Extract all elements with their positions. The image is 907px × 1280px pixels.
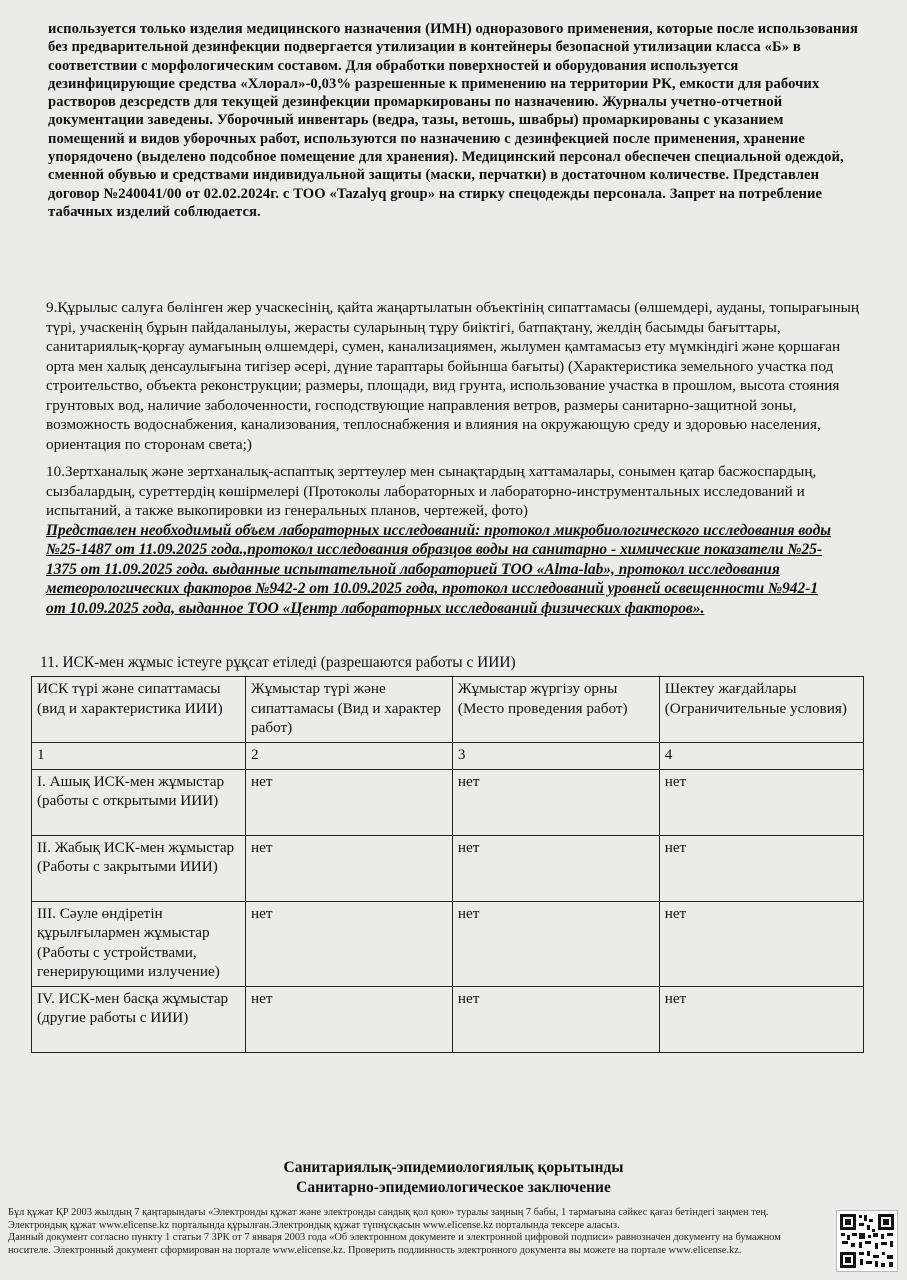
table-row (32, 769, 864, 835)
cell-limits: нет (659, 835, 863, 901)
footer-note-ru: Данный документ согласно пункту 1 статьи 7 ЗРК от 7 января 2003 года «Об электронном документе и электронной цифровой подписи» равнозначен документу на бумажном носителе. Электронный документ сформирован на портале www.elicense.kz. Проверить подлинность электронного документа вы можете на портале www.elicense.kz. (8, 1232, 781, 1256)
qr-code-icon (836, 1210, 898, 1272)
table-number-row (32, 743, 864, 770)
section-9-land-plot: 9.Құрылыс салуға бөлінген жер учаскесінің, қайта жаңартылатын объектінің сипаттамасы (өлшемдері, ауданы, топырағының түрі, учаскенің бұрын пайдаланылуы, жерасты суларының тұру биіктігі, батпақтану, желдің басымды бағыттары, санитариялық-қорғау аумағының өлшемдері, сумен, канализациямен, жылумен қамтамасыз ету мүмкіндігі және қоршаған орта мен халық денсаулығына тигізер әсері, дүние тараптары бойынша бағыты) (Характеристика земельного участка под строительство, объекта реконструкции; размеры, площади, вид грунта, использование участка в прошлом, высота стояния грунтовых вод, наличие заболоченности, господствующие направления ветров, размеры санитарно-защитной зоны, возможность водоснабжения, канализования, теплоснабжения и влияния на окружающую среду и здоровью населения, ориентация по сторонам света;) (46, 299, 859, 453)
sanitary-conditions-paragraph: используется только изделия медицинского назначения (ИМН) одноразового применения, которые после использования без предварительной дезинфекции подвергается утилизации в контейнеры безопасной утилизации класса «Б» в соответствии с морфологическим составом. Для обработки поверхностей и оборудования используется дезинфицирующие средства «Хлорал»-0,03% разрешенные к применению на территории РК, емкости для рабочих растворов дезсредств для текущей дезинфекции промаркированы по назначению. Журналы учетно-отчетной документации заведены. Уборочный инвентарь (ведра, тазы, ветошь, швабры) промаркированы с указанием помещений и видов уборочных работ, используются по назначению с дезинфекцией после применения, хранение упорядочено (выделено подсобное помещение для хранения). Медицинский персонал обеспечен специальной одеждой, сменной обувью и средствами индивидуальной защиты (маски, перчатки) в достаточном количестве. Представлен договор №240041/00 от 02.02.2024г. с ТОО «Tazalyq group» на стирку спецодежды персонала. Запрет на потребление табачных изделий соблюдается. (48, 21, 859, 220)
section-10-protocols-list: Представлен необходимый объем лабораторных исследований: протокол микробиологического исследования воды №25-1487 от 11.09.2025 года.,протокол исследования образцов воды на санитарно - химические показатели №25-1375 от 11.09.2025 года. выданные испытательной лабораторией ТОО «Alma-lab», протокол исследования метеорологических факторов №942-2 от 10.09.2025 года, протокол исследований уровней освещенности №942-1 от 10.09.2025 года, выданное ТОО «Центр лабораторных исследований физических факторов». (46, 521, 831, 617)
cell-place: нет (452, 835, 659, 901)
cell-limits: нет (659, 986, 863, 1052)
table-header-row (32, 677, 864, 743)
header-work-place: Жұмыстар жүргізу орны (Место проведения работ) (452, 677, 659, 743)
section-10-intro: 10.Зертханалық және зертханалық-аспаптық зерттеулер мен сынақтардың хаттамалары, сонымен қатар басжоспардың, сызбалардың, суреттердің көшірмелері (Протоколы лабораторных и лабораторно-инструментальных исследований и испытаний, а также выкопировки из генеральных планов, чертежей, фото) (46, 463, 817, 519)
cell-work: нет (246, 986, 453, 1052)
cell-source-type: III. Сәуле өндіретін құрылғылармен жұмыстар (Работы с устройствами, генерирующими излучение) (32, 901, 246, 986)
section-10-lab-protocols (46, 462, 866, 618)
qr-code-graphic (837, 1211, 897, 1271)
radiation-sources-table (31, 676, 864, 1053)
footer-title-ru: Санитарно-эпидемиологическое заключение (296, 1179, 611, 1196)
cell-source-type: II. Жабық ИСК-мен жұмыстар (Работы с закрытыми ИИИ) (32, 835, 246, 901)
cell-source-type: IV. ИСК-мен басқа жұмыстар (другие работы с ИИИ) (32, 986, 246, 1052)
cell-limits: нет (659, 769, 863, 835)
document-footer-title (0, 1158, 907, 1198)
header-work-type: Жұмыстар түрі және сипаттамасы (Вид и характер работ) (246, 677, 453, 743)
section-11-title: 11. ИСК-мен жұмыс істеуге рұқсат етіледі (разрешаются работы с ИИИ) (40, 654, 516, 671)
column-number: 3 (452, 743, 659, 770)
cell-place: нет (452, 769, 659, 835)
cell-place: нет (452, 901, 659, 986)
footer-title-kz: Санитариялық-эпидемиологиялық қорытынды (283, 1159, 624, 1176)
column-number: 4 (659, 743, 863, 770)
footer-note-kz: Бұл құжат ҚР 2003 жылдың 7 қаңтарындағы «Электронды құжат және электронды сандық қол қою» туралы заңның 7 бабы, 1 тармағына сәйкес қағаз бетіндегі заңмен тең. Электрондық құжат www.elicense.kz порталында құрылған.Электрондық құжат түпнұсқасын www.elicense.kz порталында тексере аласыз. (8, 1207, 769, 1231)
cell-source-type: I. Ашық ИСК-мен жұмыстар (работы с открытыми ИИИ) (32, 769, 246, 835)
table-row (32, 835, 864, 901)
header-limits: Шектеу жағдайлары (Ограничительные условия) (659, 677, 863, 743)
cell-work: нет (246, 835, 453, 901)
cell-limits: нет (659, 901, 863, 986)
table-row (32, 986, 864, 1052)
column-number: 1 (32, 743, 246, 770)
cell-place: нет (452, 986, 659, 1052)
cell-work: нет (246, 769, 453, 835)
header-source-type: ИСК түрі және сипаттамасы (вид и характеристика ИИИ) (32, 677, 246, 743)
electronic-document-note (8, 1207, 823, 1257)
table-row (32, 901, 864, 986)
column-number: 2 (246, 743, 453, 770)
cell-work: нет (246, 901, 453, 986)
